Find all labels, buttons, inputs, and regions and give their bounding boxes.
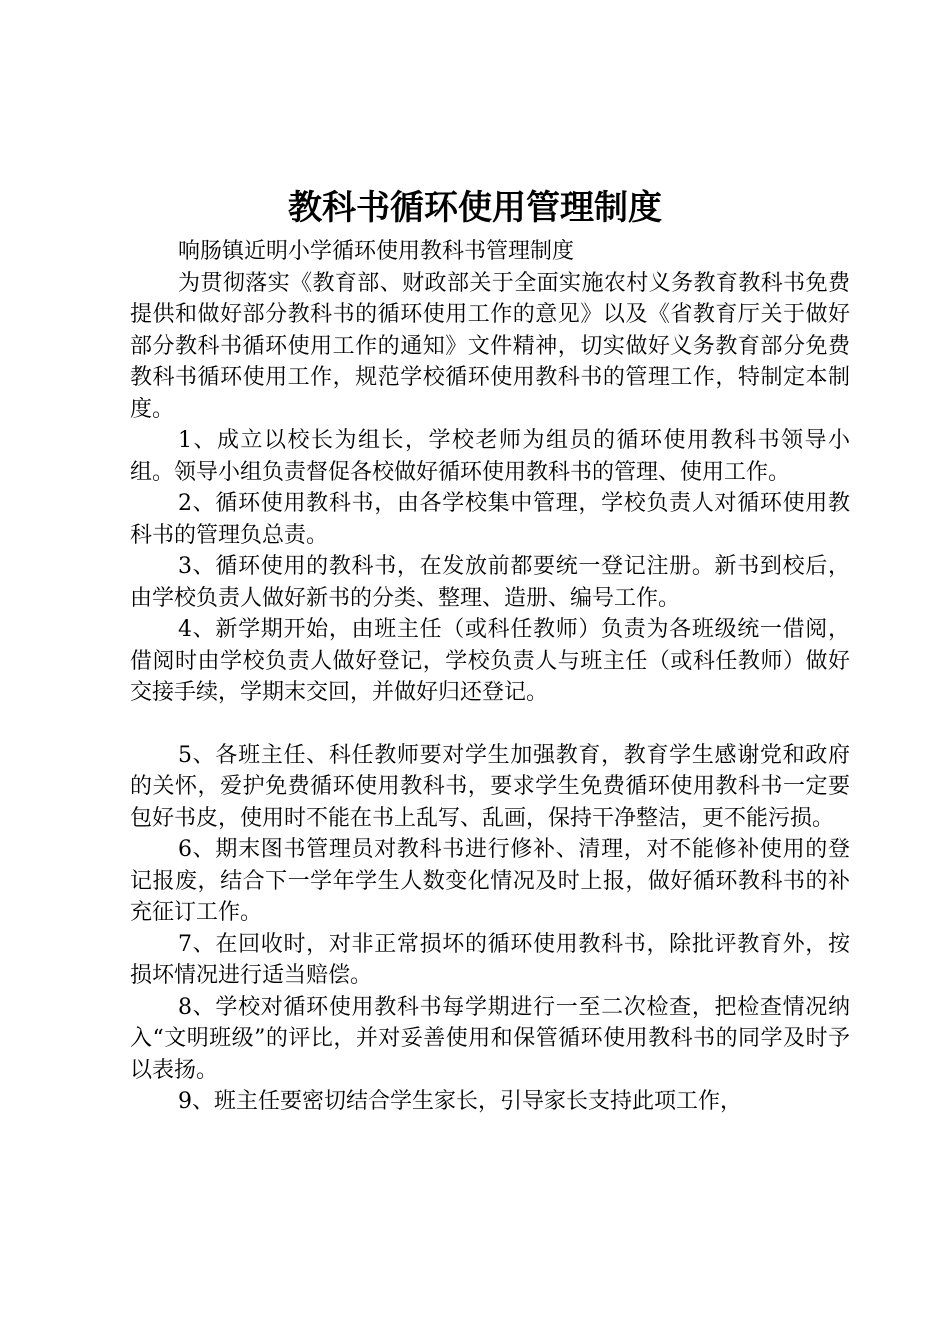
paragraph-item-2: 2、循环使用教科书，由各学校集中管理，学校负责人对循环使用教科书的管理负总责。 xyxy=(130,491,850,548)
paragraph-item-5: 5、各班主任、科任教师要对学生加强教育，教育学生感谢党和政府的关怀，爱护免费循环使用教科书，要求学生免费循环使用教科书一定要包好书皮，使用时不能在书上乱写、乱画，保持干净整洁，更不能污损。 xyxy=(130,742,850,831)
paragraph-item-7: 7、在回收时，对非正常损坏的循环使用教科书，除批评教育外，按损坏情况进行适当赔偿。 xyxy=(130,931,850,988)
paragraph-intro: 为贯彻落实《教育部、财政部关于全面实施农村义务教育教科书免费提供和做好部分教科书的循环使用工作的意见》以及《省教育厅关于做好部分教科书循环使用工作的通知》文件精神，切实做好义务教育部分免费教科书循环使用工作，规范学校循环使用教科书的管理工作，特制定本制度。 xyxy=(130,270,850,422)
document-body xyxy=(130,236,850,1118)
document-title: 教科书循环使用管理制度 xyxy=(288,188,662,228)
paragraph-item-6: 6、期末图书管理员对教科书进行修补、清理，对不能修补使用的登记报废，结合下一学年学生人数变化情况及时上报，做好循环教科书的补充征订工作。 xyxy=(130,837,850,925)
document-subtitle: 响肠镇近明小学循环使用教科书管理制度 xyxy=(178,239,575,264)
paragraph-item-1: 1、成立以校长为组长，学校老师为组员的循环使用教科书领导小组。领导小组负责督促各校做好循环使用教科书的管理、使用工作。 xyxy=(130,428,850,485)
paragraph-item-3: 3、循环使用的教科书，在发放前都要统一登记注册。新书到校后，由学校负责人做好新书的分类、整理、造册、编号工作。 xyxy=(130,554,850,611)
paragraph-item-8: 8、学校对循环使用教科书每学期进行一至二次检查，把检查情况纳入“文明班级”的评比，并对妥善使用和保管循环使用教科书的同学及时予以表扬。 xyxy=(130,994,850,1083)
paragraph-item-9: 9、班主任要密切结合学生家长，引导家长支持此项工作， xyxy=(178,1089,742,1114)
paragraph-item-4: 4、新学期开始，由班主任（或科任教师）负责为各班级统一借阅，借阅时由学校负责人做好登记，学校负责人与班主任（或科任教师）做好交接手续，学期末交回，并做好归还登记。 xyxy=(130,617,850,705)
